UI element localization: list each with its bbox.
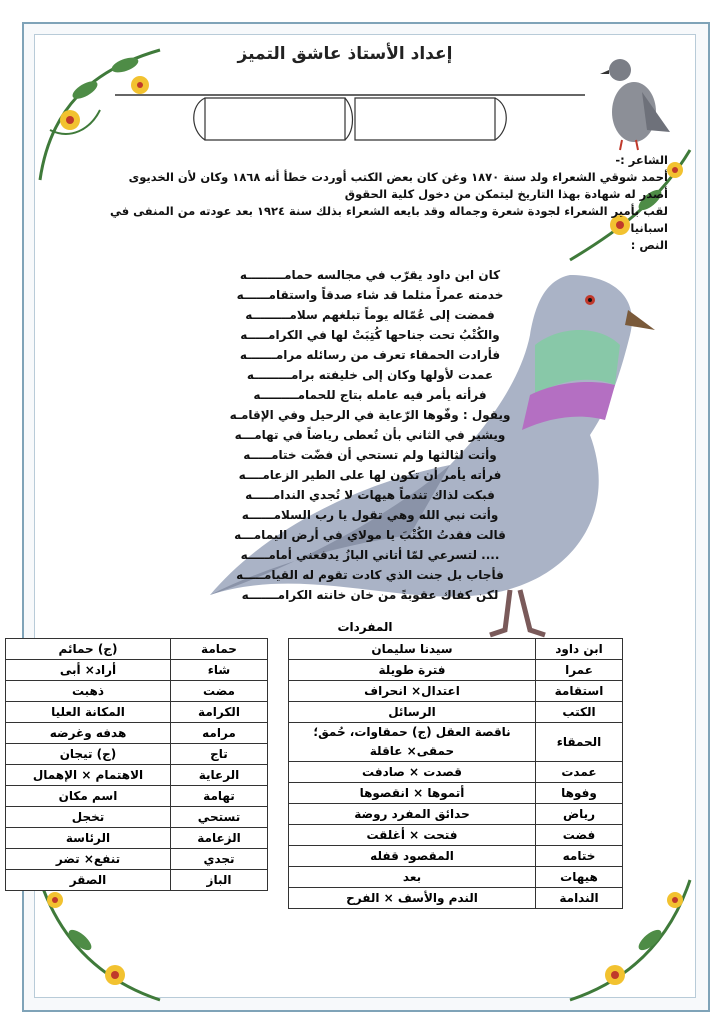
- table-row: [289, 681, 623, 702]
- poem-line: فرأته يأمر فيه عامله بتاج للحمامـــــــــه: [253, 388, 487, 402]
- vocab-word: مضت: [171, 681, 268, 702]
- intro-line: النص :: [630, 238, 668, 252]
- table-row: [289, 783, 623, 804]
- table-row: [289, 804, 623, 825]
- vocab-meaning: تنفع× تضر: [6, 849, 171, 870]
- vocab-meaning: اعتدال× انحراف: [289, 681, 536, 702]
- flower-ornament-bottom-left: [30, 870, 170, 1010]
- vocab-meaning: ناقصة العقل (ج) حمقاوات، حُمق؛ حمقى× عاقلة: [289, 723, 536, 762]
- vocab-word: الكرامة: [171, 702, 268, 723]
- vocab-meaning: ذهبت: [6, 681, 171, 702]
- intro-line: أصدر له شهادة بهذا التاريخ ليتمكن من دخول كلية الحقوق: [344, 187, 668, 201]
- vocab-word: مرامه: [171, 723, 268, 744]
- vocab-meaning: (ج) حمائم: [6, 639, 171, 660]
- vocabulary-title: المفردات: [337, 620, 393, 634]
- vocab-meaning: المقصود قفله: [289, 846, 536, 867]
- poem-line: فمضت إلى عُمّاله يوماً تبلغهم سلامـــــــــه: [245, 308, 495, 322]
- vocab-meaning: الاهتمام × الإهمال: [6, 765, 171, 786]
- table-row: [6, 723, 268, 744]
- vocab-meaning: فتحت × أغلقت: [289, 825, 536, 846]
- poem-line: فأجاب بل جنت الذي كادت تقوم له القيامـــــه: [236, 568, 504, 582]
- vocab-word: عمدت: [536, 762, 623, 783]
- poem-line: وأتت لثالثها ولم تستحي أن فضّت ختامـــــه: [243, 448, 497, 462]
- vocab-meaning: أراد× أبى: [6, 660, 171, 681]
- vocab-meaning: حدائق المفرد روضة: [289, 804, 536, 825]
- poem-line: وأتت نبي الله وهي تقول يا رب السلامــــــه: [241, 508, 499, 522]
- vocab-meaning: الرئاسة: [6, 828, 171, 849]
- poem-line: .... لتسرعي لمّا أتاني البازُ يدفعني أمامـــــه: [240, 548, 500, 562]
- vocab-meaning: سيدنا سليمان: [289, 639, 536, 660]
- poem-line: فأرادت الحمقاء تعرف من رسائله مرامـــــــه: [239, 348, 501, 362]
- intro-line: أحمد شوقي الشعراء ولد سنة ١٨٧٠ وغن كان بعض الكتب أوردت خطأ أنه ١٨٦٨ وكان لأن الخديوى: [128, 170, 668, 184]
- table-row: [6, 786, 268, 807]
- table-row: [6, 870, 268, 891]
- table-row: [6, 849, 268, 870]
- vocab-word: حمامة: [171, 639, 268, 660]
- vocab-meaning: الرسائل: [289, 702, 536, 723]
- vocab-word: استقامة: [536, 681, 623, 702]
- intro-line: اسبانيا: [630, 221, 668, 235]
- table-row: [6, 681, 268, 702]
- vocab-meaning: المكانة العليا: [6, 702, 171, 723]
- poem-line: ويشير في الثاني بأن تُعطى رياضاً في تهامـــه: [234, 428, 506, 442]
- vocab-meaning: (ج) تيجان: [6, 744, 171, 765]
- poem-text: [160, 265, 580, 605]
- vocab-meaning: الندم والأسف × الفرح: [289, 888, 536, 909]
- vocab-word: ختامه: [536, 846, 623, 867]
- vocab-word: فضت: [536, 825, 623, 846]
- vocab-word: عمرا: [536, 660, 623, 681]
- poem-line: كان ابن داود يقرّب في مجالسه حمامـــــــــه: [239, 268, 501, 282]
- poem-line: ويقول : وفّوها الرّعاية في الرحيل وفي الإقامـه: [229, 408, 511, 422]
- table-row: [6, 660, 268, 681]
- vocab-meaning: بعد: [289, 867, 536, 888]
- table-row: [6, 765, 268, 786]
- vocabulary-table-right: [288, 638, 623, 909]
- table-row: [289, 867, 623, 888]
- vocab-word: تاج: [171, 744, 268, 765]
- table-row: [289, 723, 623, 762]
- vocab-word: شاء: [171, 660, 268, 681]
- intro-line: الشاعر :-: [615, 153, 668, 167]
- intro-line: لقب بأمير الشعراء لجودة شعرة وجماله وقد بايعه الشعراء بذلك سنة ١٩٢٤ بعد عودته من المنفى في: [109, 204, 668, 218]
- table-row: [6, 828, 268, 849]
- table-row: [289, 825, 623, 846]
- vocab-word: الباز: [171, 870, 268, 891]
- table-row: [289, 762, 623, 783]
- vocab-word: الرعاية: [171, 765, 268, 786]
- poem-line: عمدت لأولها وكان إلى خليفته برامـــــــــه: [246, 368, 494, 382]
- table-row: [289, 702, 623, 723]
- vocab-word: الزعامة: [171, 828, 268, 849]
- poem-line: لكن كفاك عقوبةً من خان خانته الكرامـــــــه: [241, 588, 499, 602]
- poem-line: فرأته يأمر أن تكون لها على الطير الزعامــــه: [238, 468, 502, 482]
- vocab-meaning: هدفه وغرضه: [6, 723, 171, 744]
- vocab-meaning: فترة طويلة: [289, 660, 536, 681]
- table-row: [6, 639, 268, 660]
- vocab-meaning: قصدت × صادفت: [289, 762, 536, 783]
- vocab-meaning: أتموها × انقصوها: [289, 783, 536, 804]
- vocab-word: الندامة: [536, 888, 623, 909]
- small-dove-icon: [592, 52, 672, 152]
- vocab-word: هيهات: [536, 867, 623, 888]
- poem-line: فبكت لذاك تندماً هيهات لا تُجدي الندامـــــه: [245, 488, 495, 502]
- vocab-word: تستحي: [171, 807, 268, 828]
- poem-line: قالت فقدتُ الكُتْبَ يا مولاي في أرض اليمامـــه: [234, 528, 506, 542]
- table-row: [289, 660, 623, 681]
- vocab-word: الحمقاء: [536, 723, 623, 762]
- vocab-meaning: تخجل: [6, 807, 171, 828]
- page-title: إعداد الأستاذ عاشق التميز: [237, 44, 453, 64]
- table-row: [289, 888, 623, 909]
- table-row: [289, 846, 623, 867]
- vocab-word: الكتب: [536, 702, 623, 723]
- table-row: [6, 702, 268, 723]
- poet-intro: [48, 152, 668, 254]
- vocab-word: وفوها: [536, 783, 623, 804]
- vocabulary-table-left: [5, 638, 268, 891]
- vocab-meaning: الصقر: [6, 870, 171, 891]
- table-row: [289, 639, 623, 660]
- table-row: [6, 807, 268, 828]
- vocab-word: ابن داود: [536, 639, 623, 660]
- table-row: [6, 744, 268, 765]
- scroll-ribbon: [105, 90, 595, 150]
- vocab-word: تجدي: [171, 849, 268, 870]
- poem-line: خدمته عمراً مثلما قد شاء صدقاً واستقامــــــه: [236, 288, 504, 302]
- vocab-word: تهامة: [171, 786, 268, 807]
- vocab-meaning: اسم مكان: [6, 786, 171, 807]
- poem-line: والكُتْبُ تحت جناحها كُتِبَتْ لها في الكرامـــــه: [240, 328, 500, 342]
- vocab-word: رياض: [536, 804, 623, 825]
